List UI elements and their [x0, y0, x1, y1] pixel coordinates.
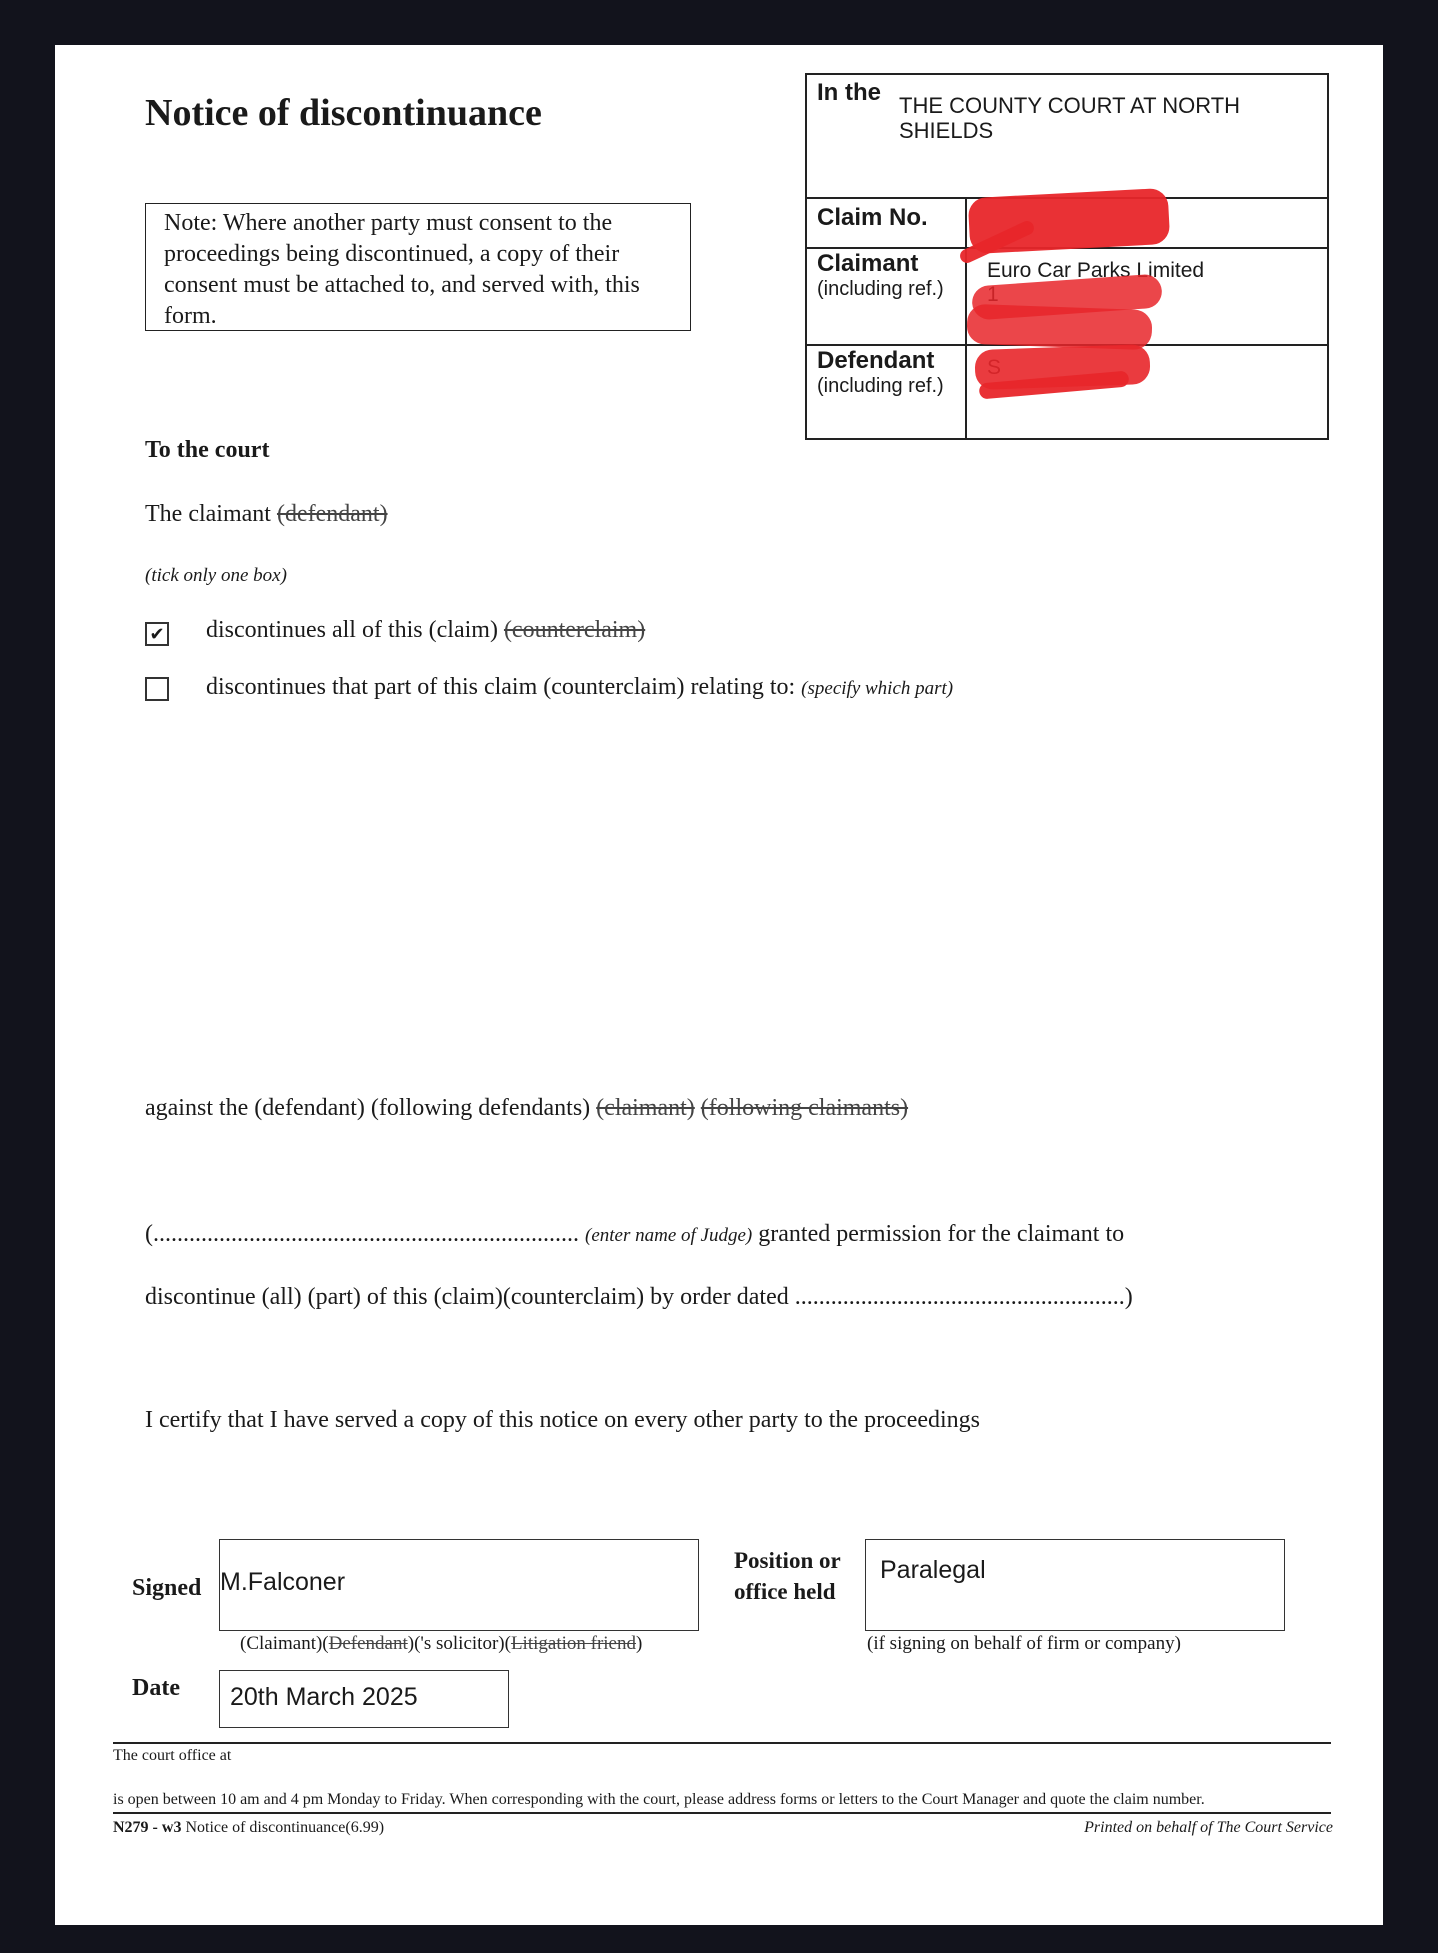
in-the-label: In the: [817, 79, 881, 106]
judge-line: (....................................................................... (enter name of Judge) granted permission for the claimant to: [145, 1221, 1125, 1247]
defendant-label: Defendant (including ref.): [817, 347, 944, 397]
position-field[interactable]: [865, 1539, 1285, 1631]
struck-counterclaim: (counterclaim): [503, 617, 646, 643]
defendant-sub-label: (including ref.): [817, 375, 944, 397]
form-reference: [113, 1819, 384, 1837]
discontinue-part-checkbox[interactable]: [145, 677, 169, 701]
court-name[interactable]: THE COUNTY COURT AT NORTH SHIELDS: [899, 93, 1241, 143]
position-label: Position or office held: [734, 1548, 841, 1604]
footer-rule-top: [113, 1742, 1331, 1744]
redaction-mark-claimant-ref-2: [966, 304, 1152, 350]
checkmark-icon: ✔: [149, 623, 165, 645]
date-value: 20th March 2025: [230, 1683, 418, 1711]
signature-field[interactable]: [219, 1539, 699, 1631]
claimant-label: Claimant (including ref.): [817, 250, 944, 300]
form-code: N279 - w3: [113, 1819, 182, 1836]
consent-note: [145, 203, 691, 331]
struck-following-claimants: (following claimants): [700, 1095, 909, 1121]
judge-hint: (enter name of Judge): [585, 1225, 753, 1246]
footer-rule-bottom: [113, 1812, 1331, 1814]
date-field[interactable]: [219, 1670, 509, 1728]
position-value: Paralegal: [880, 1556, 986, 1584]
form-page: [55, 45, 1383, 1925]
struck-claimant: (claimant): [596, 1095, 695, 1121]
against-line: against the (defendant) (following defendants) (claimant) (following claimants): [145, 1095, 909, 1121]
court-details-table: [805, 73, 1329, 440]
signed-label: Signed: [132, 1575, 202, 1601]
date-label: Date: [132, 1675, 180, 1701]
claimant-sub-label: (including ref.): [817, 278, 944, 300]
claimant-value[interactable]: Euro Car Parks Limited: [987, 259, 1205, 282]
court-office-label: The court office at: [113, 1747, 232, 1764]
certify-statement: I certify that I have served a copy of this notice on every other party to the proceedings: [145, 1407, 981, 1433]
printed-by: Printed on behalf of The Court Service: [1084, 1819, 1333, 1836]
discontinue-order-line: discontinue (all) (part) of this (claim)(counterclaim) by order dated .......................................................): [145, 1284, 1133, 1310]
discontinue-part-label: discontinues that part of this claim (counterclaim) relating to: (specify which part): [206, 674, 954, 700]
discontinue-all-checkbox[interactable]: [145, 622, 169, 646]
court-row: [807, 75, 1327, 199]
specify-hint: (specify which part): [801, 678, 954, 699]
office-hours-text: is open between 10 am and 4 pm Monday to Friday. When corresponding with the court, please address forms or letters to the Court Manager and quote the claim number.: [113, 1791, 1205, 1808]
position-hint: (if signing on behalf of firm or company): [867, 1633, 1181, 1654]
signatory-role: (Claimant)(Defendant)('s solicitor)(Litigation friend): [240, 1633, 643, 1654]
claim-no-label: Claim No.: [817, 204, 928, 231]
signature-value: M.Falconer: [220, 1568, 346, 1596]
part-specification-area[interactable]: [145, 725, 1295, 1095]
consent-note-text: Note: Where another party must consent to the proceedings being discontinued, a copy of their consent must be attached to, and served with, this form.: [164, 210, 640, 329]
to-court-heading: To the court: [145, 437, 270, 463]
form-name: Notice of discontinuance(6.99): [185, 1819, 385, 1836]
claimant-statement: The claimant (defendant): [145, 501, 388, 527]
discontinue-all-label: discontinues all of this (claim) (counterclaim): [206, 617, 646, 643]
judge-name-field[interactable]: (.......................................................................: [145, 1221, 579, 1247]
struck-defendant: (defendant): [276, 501, 388, 527]
tick-hint: (tick only one box): [145, 565, 287, 586]
form-title: Notice of discontinuance: [145, 92, 542, 134]
